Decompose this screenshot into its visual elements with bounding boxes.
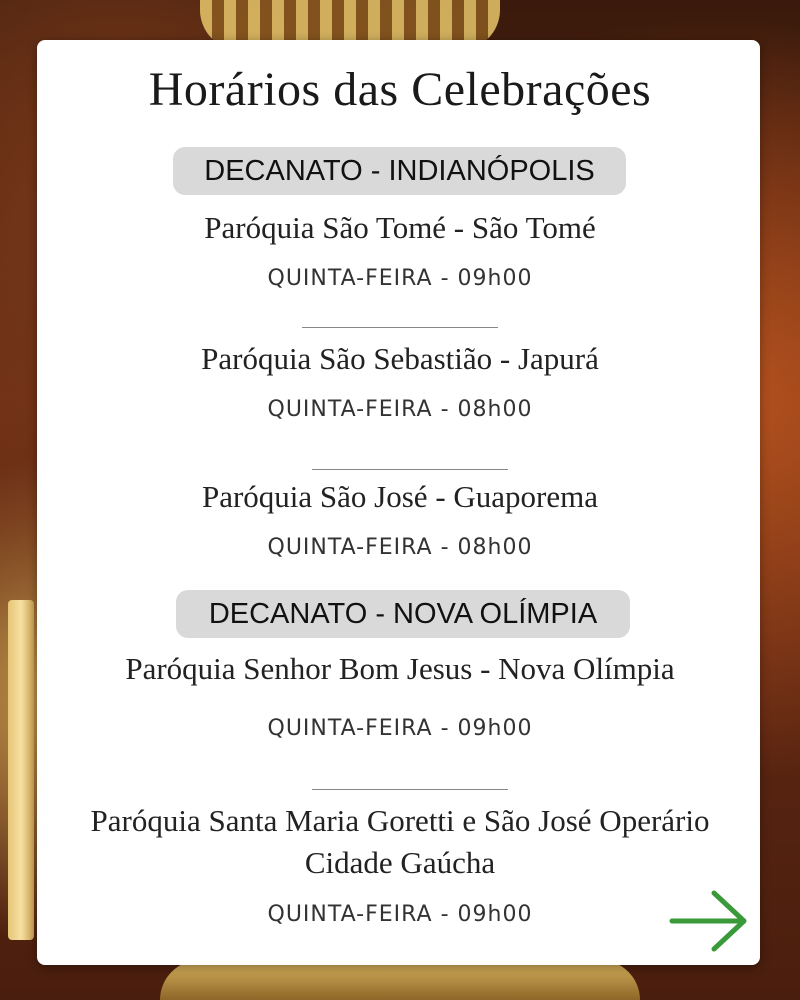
parish-schedule: QUINTA-FEIRA - 08h00 <box>267 397 533 422</box>
parish-name: Paróquia Santa Maria Goretti e São José Operário <box>90 803 710 838</box>
arrow-right-icon[interactable] <box>668 888 750 954</box>
parish-schedule: QUINTA-FEIRA - 09h00 <box>267 902 533 927</box>
parish-name: Paróquia São Sebastião - Japurá <box>201 341 599 376</box>
divider <box>302 327 498 328</box>
parish-schedule: QUINTA-FEIRA - 09h00 <box>267 266 533 291</box>
parish-name: Paróquia Senhor Bom Jesus - Nova Olímpia <box>125 651 675 686</box>
parish-schedule: QUINTA-FEIRA - 09h00 <box>267 716 533 741</box>
section-header-indianopolis: DECANATO - INDIANÓPOLIS <box>173 147 626 195</box>
parish-name: Paróquia São Tomé - São Tomé <box>204 210 596 245</box>
parish-schedule: QUINTA-FEIRA - 08h00 <box>267 535 533 560</box>
background-chalice <box>160 960 640 1000</box>
parish-name: Paróquia São José - Guaporema <box>201 479 598 514</box>
page-title: Horários das Celebrações <box>148 63 652 116</box>
divider <box>312 789 508 790</box>
parish-name-line2: Cidade Gaúcha <box>304 845 496 880</box>
section-header-nova-olimpia: DECANATO - NOVA OLÍMPIA <box>176 590 630 638</box>
divider <box>312 469 508 470</box>
